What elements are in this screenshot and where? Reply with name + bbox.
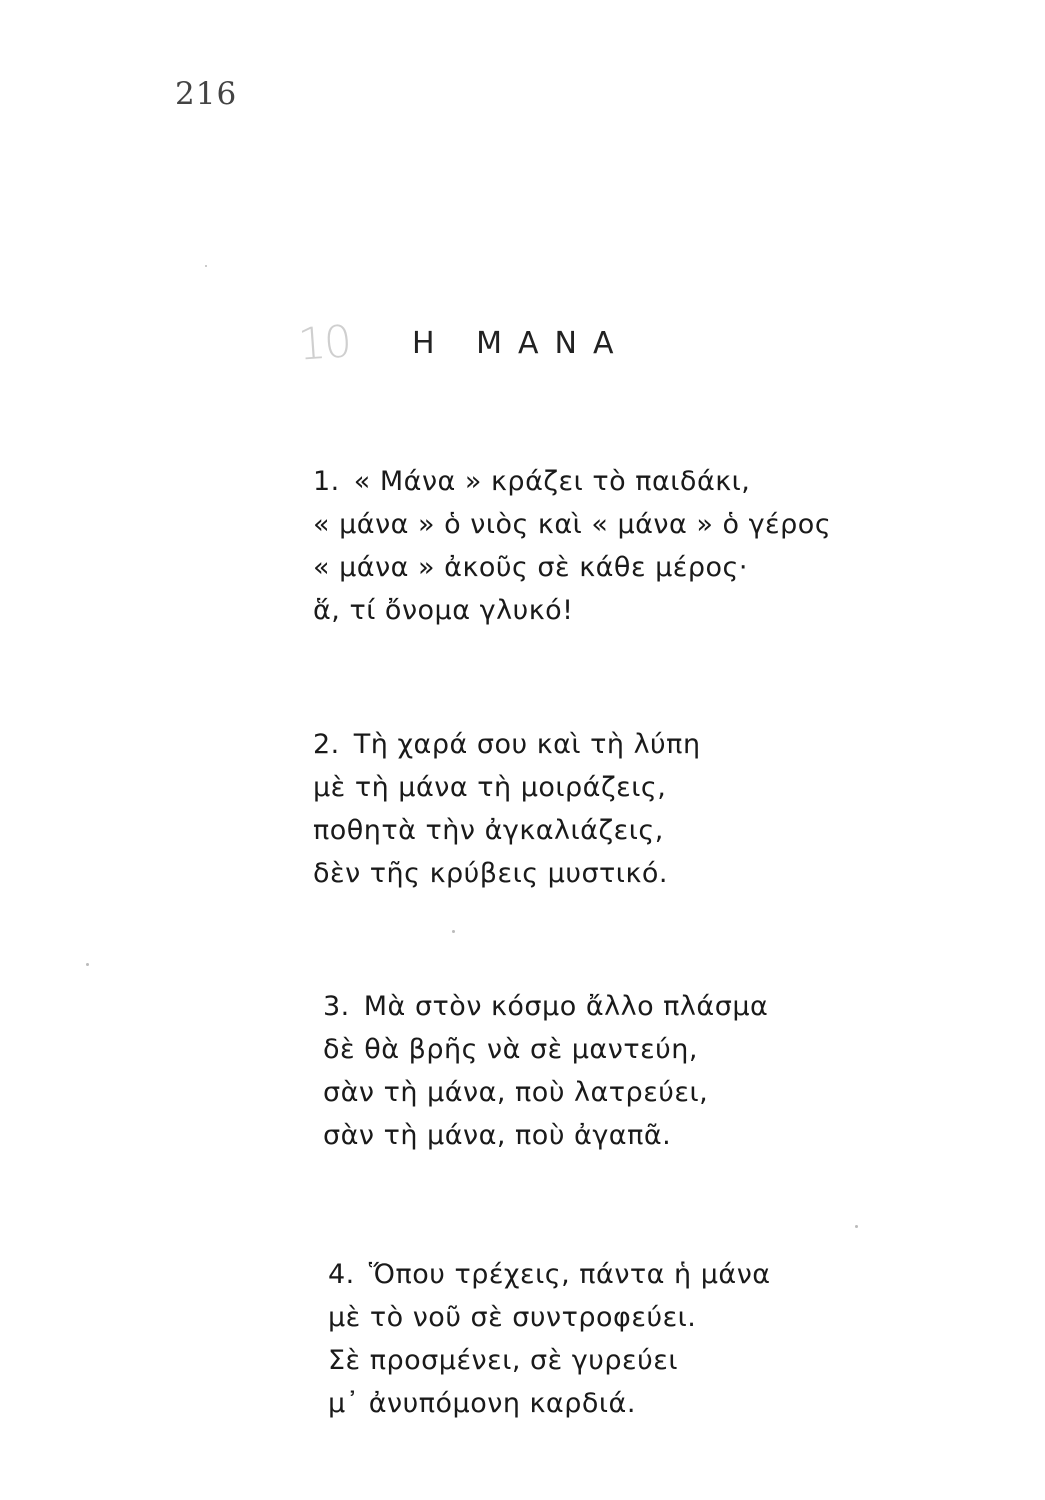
line-text: Μὰ στὸν κόσμο ἄλλο πλάσμα: [363, 991, 769, 1022]
stanza-3: [323, 985, 768, 1157]
stanza-line: [313, 723, 701, 766]
stanza-line: δὲν τῆς κρύβεις μυστικό.: [313, 858, 668, 889]
poem-title: Η ΜΑΝΑ: [412, 326, 630, 361]
line-text: Τὴ χαρά σου καὶ τὴ λύπη: [353, 729, 701, 760]
paper-speck: [855, 1225, 858, 1228]
paper-speck: [205, 265, 207, 267]
stanza-number: 1.: [313, 466, 340, 497]
stanza-line: « μάνα » ὁ νιὸς καὶ « μάνα » ὁ γέρος: [313, 509, 832, 540]
paper-speck: [86, 963, 89, 966]
stanza-line: σὰν τὴ μάνα, ποὺ λατρεύει,: [323, 1077, 709, 1108]
line-text: Ὅπου τρέχεις, πάντα ἡ μάνα: [368, 1259, 771, 1290]
stanza-line: μὲ τὴ μάνα τὴ μοιράζεις,: [313, 772, 667, 803]
stanza-line: μὲ τὸ νοῦ σὲ συντροφεύει.: [328, 1302, 697, 1333]
stanza-line: [323, 985, 768, 1028]
stanza-line: μ᾽ ἀνυπόμονη καρδιά.: [328, 1388, 636, 1419]
paper-speck: [452, 930, 455, 933]
stanza-2: [313, 723, 701, 895]
stanza-1: [313, 460, 831, 632]
stanza-line: [328, 1253, 771, 1296]
stanza-line: ἅ, τί ὄνομα γλυκό!: [313, 595, 574, 626]
stanza-4: [328, 1253, 771, 1425]
stanza-line: Σὲ προσμένει, σὲ γυρεύει: [328, 1345, 678, 1376]
stanza-number: 3.: [323, 991, 350, 1022]
stanza-line: σὰν τὴ μάνα, ποὺ ἀγαπᾶ.: [323, 1120, 672, 1151]
stanza-line: δὲ θὰ βρῆς νὰ σὲ μαντεύη,: [323, 1034, 698, 1065]
stanza-number: 4.: [328, 1259, 355, 1290]
stanza-line: ποθητὰ τὴν ἀγκαλιάζεις,: [313, 815, 664, 846]
stanza-line: [313, 460, 831, 503]
stanza-number: 2.: [313, 729, 340, 760]
stanza-line: « μάνα » ἀκοῦς σὲ κάθε μέρος·: [313, 552, 748, 583]
line-text: « Μάνα » κράζει τὸ παιδάκι,: [353, 466, 751, 497]
page-number: 216: [175, 76, 238, 112]
handwritten-mark: 10: [296, 316, 352, 371]
